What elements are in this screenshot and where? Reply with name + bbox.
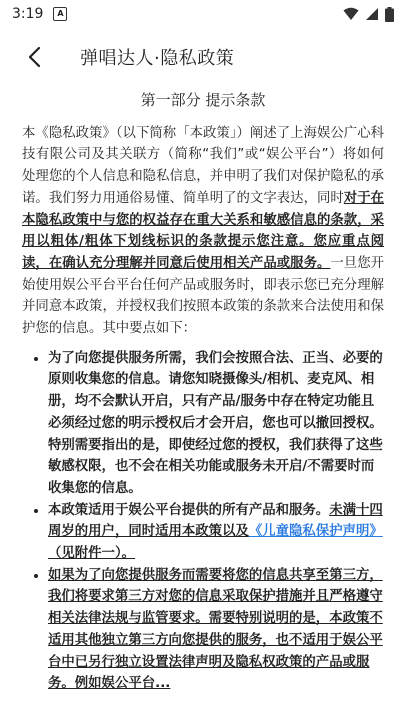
battery-icon [385,7,394,22]
intro-text: 本《隐私政策》（以下简称「本政策」）阐述了上海娱公广心科技有限公司及其关联方（简称“我们”或“娱公平台”）将如何处理您的个人信息和隐私信息，并申明了我们对保护隐私的承诺。我们努力用通俗易懂、简单明了的文字表达，同时 [22,125,384,206]
intro-tail: 一旦您开始使用娱公平台平台任何产品或服务时，即表示您已充分理解并同意本政策，并授权我们按照本政策的条款来合法使用和保护您的信息。其中要点如下： [22,255,385,337]
child-privacy-link[interactable]: 《儿童隐私保护声明》 [248,524,383,540]
point-collection [48,348,384,500]
status-bar [0,0,406,28]
intro-paragraph [22,123,384,340]
point-collection-text: 为了向您提供服务所需，我们会按照合法、正当、必要的原则收集您的信息。请您知晓摄像头/相机、麦克风、相册，均不会默认开启，只有产品/服务中存在特定功能且必须经过您的明示授权后才会开启，您也可以撤回授权。特别需要指出的是，即使经过您的授权，我们获得了这些敏感权限，也不会在相关功能或服务未开启/不需要时而收集您的信息。 [48,350,383,496]
back-button[interactable] [12,35,56,79]
key-points-list [22,348,384,695]
point-scope-appendix: （见附件一）。 [48,546,136,562]
app-bar [0,28,406,86]
wifi-icon [343,7,359,21]
point-scope-text: 本政策适用于娱公平台提供的所有产品和服务。 [48,502,330,518]
status-time: 3:19 [12,6,44,22]
page-title: 弹唱达人·隐私政策 [80,48,235,69]
point-scope [48,500,384,565]
point-sharing [48,565,384,695]
point-sharing-text: 如果为了向您提供服务而需要将您的信息共享至第三方，我们将要求第三方对您的信息采取保护措施并且严格遵守相关法律法规与监管要求。需要特别说明的是，本政策不适用其他独立第三方向您提供的服务，也不适用于娱公平台中已另行独立设置法律声明及隐私权政策的产品或服务。例如娱公平台... [48,567,383,692]
policy-content[interactable] [0,90,406,695]
section-title: 第一部分 提示条款 [140,91,266,109]
intro-bold-notice: 对于在本隐私政策中与您的权益存在重大关系和敏感信息的条款，采用以粗体/粗体下划线标识的条款提示您注意。您应重点阅读，在确认充分理解并同意后使用相关产品或服务。 [22,190,385,271]
sim-a-icon: A [53,7,67,21]
signal-icon [365,7,379,21]
status-right [343,7,394,22]
back-arrow-icon [27,47,41,67]
status-left [12,6,67,22]
point-scope-minors: 未满十四周岁的用户，同时适用本政策以及 [48,502,383,540]
